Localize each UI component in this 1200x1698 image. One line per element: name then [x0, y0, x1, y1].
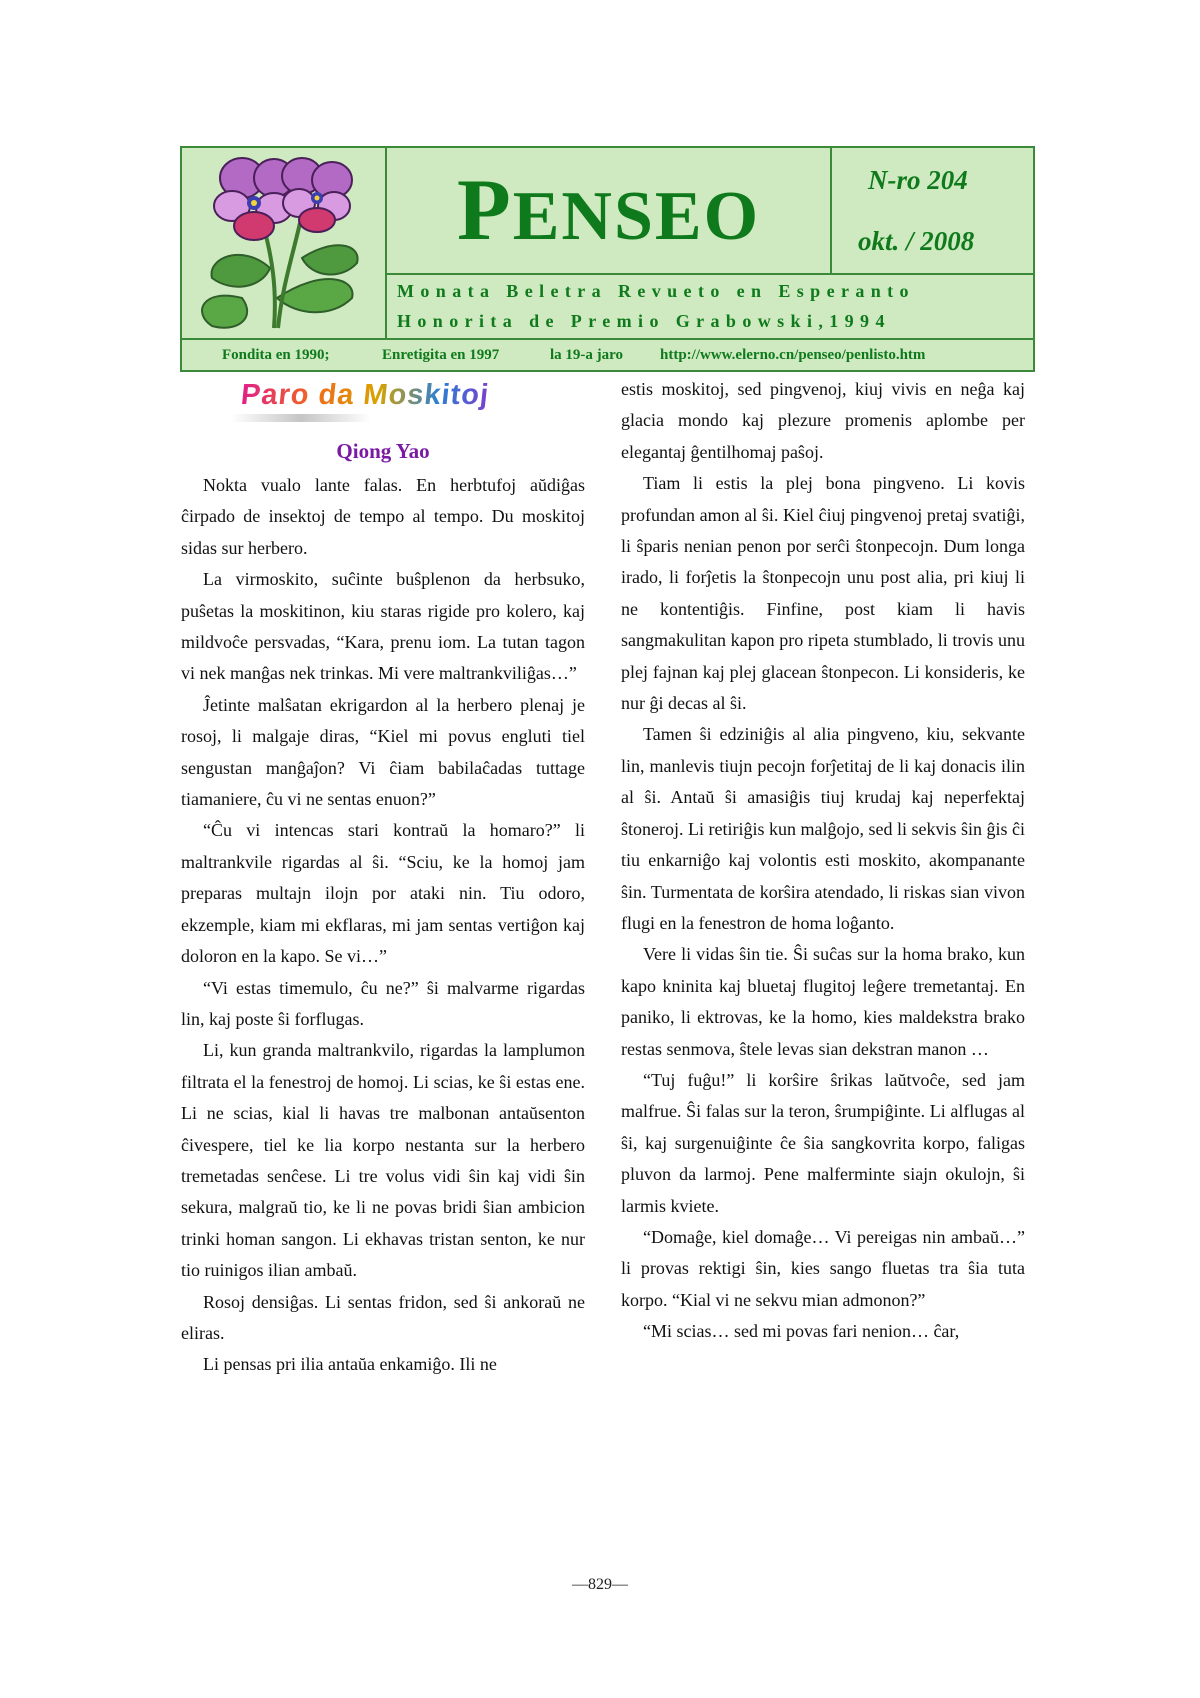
paragraph: Li pensas pri ilia antaŭa enkamiĝo. Ili ne	[203, 1354, 497, 1375]
paragraph: Nokta vualo lante falas. En herbtufoj aŭdiĝas ĉirpado de insektoj de tempo al tempo. Du moskitoj sidas sur herbero.	[181, 475, 585, 558]
issue-number: N-ro 204	[868, 165, 968, 195]
paragraph: Vere li vidas ŝin tie. Ŝi suĉas sur la homa brako, kun kapo kninita kaj bluetaj flugitoj leĝere tremetantaj. En paniko, li ektrovas, ke la homo, kies maldekstra brako restas senmova, ŝtele levas sian dekstran manon …	[621, 944, 1025, 1059]
paragraph: estis moskitoj, sed pingvenoj, kiuj vivis en neĝa kaj glacia mondo kaj plezure promenis aplombe per elegantaj ĝentilhomaj paŝoj.	[621, 379, 1025, 462]
paragraph: Tamen ŝi edziniĝis al alia pingveno, kiu, sekvante lin, manlevis tiujn pecojn forĵetitaj de li kaj donacis ilin al ŝi. Antaŭ ŝi amasiĝis tiuj krudaj kaj neperfektaj ŝtoneroj. Li retiriĝis kun malĝojo, sed li sekvis ŝin ĝis ĉi tiu enkarniĝo kaj volontis esti moskito, akompanante ŝin. Turmentata de korŝira atendado, li riskas sian vivon flugi en la fenestron de homa loĝanto.	[621, 724, 1025, 933]
right-column	[621, 374, 1025, 1348]
title-shadow	[231, 414, 371, 422]
year-text: la 19-a jaro	[550, 347, 624, 363]
subtitle	[387, 275, 1033, 338]
paragraph: Tiam li estis la plej bona pingveno. Li kovis profundan amon al ŝi. Kiel ĉiuj pingvenoj pretaj svatiĝi, li ŝparis nenian penon por serĉi ŝtonpecojn. Dum longa irado, li forĵetis la ŝtonpecojn unu post alia, pri kiuj li ne kontentiĝis. Finfine, post kiam li havis sangmakulitan kapon pro ripeta stumblado, li trovis unu plej fajnan kaj plej glacean ŝtonpecon. Li konsideris, ke nur ĝi decas al ŝi.	[621, 473, 1025, 714]
paragraph: “Ĉu vi intencas stari kontraŭ la homaro?” li maltrankvile rigardas al ŝi. “Sciu, ke la homoj jam preparas multajn ilojn por ataki nin. Tiu odoro, ekzemple, kiam mi ekflaras, mi jam sentas vertiĝon kaj doloron en la kapo. Se vi…”	[181, 820, 585, 967]
story-title: Paro da Moskitoj	[239, 379, 491, 411]
issue-date: okt. / 2008	[858, 226, 975, 256]
title-initial: P	[456, 161, 513, 259]
founded-text: Fondita en 1990;	[222, 347, 330, 363]
masthead	[180, 146, 1035, 372]
paragraph: “Vi estas timemulo, ĉu ne?” ŝi malvarme rigardas lin, kaj poste ŝi forflugas.	[181, 977, 585, 1029]
paragraph: “Tuj fuĝu!” li korŝire ŝrikas laŭtvoĉe, sed jam malfrue. Ŝi falas sur la teron, ŝrumpiĝinte. Li alflugas al ŝi, kaj surgenuiĝinte ĉe ŝia sangkovrita korpo, faligas pluvon da larmoj. Pene malferminte siajn okulojn, ŝi larmis kviete.	[621, 1069, 1025, 1216]
left-column	[181, 374, 585, 1381]
paragraph: “Mi scias… sed mi povas fari nenion… ĉar,	[643, 1321, 960, 1342]
pansy-flower-icon	[182, 148, 385, 336]
subtitle-line-2: Honorita de Premio Grabowski,1994	[397, 311, 891, 331]
masthead-footer	[182, 338, 1033, 370]
paragraph: Li, kun granda maltrankvilo, rigardas la lamplumon filtrata el la fenestroj de homoj. Li scias, ke ŝi estas ene. Li ne scias, kial li havas tre malbonan antaŭsenton ĉivespere, tiel ke lia korpo nestanta sur la herbero tremetadas senĉese. Li tre volus vidi ŝin kaj vidi ŝin sekura, malgraŭ tio, ke li ne povas bridi ŝian ambicion trinki homan sangon. Li ekhavas tristan senton, ke nur tio ruinigos ilian ambaŭ.	[181, 1040, 585, 1281]
page-number: —829—	[572, 1576, 628, 1593]
title-cell	[387, 148, 832, 275]
story-author: Qiong Yao	[336, 439, 430, 463]
subtitle-line-1: Monata Beletra Revueto en Esperanto	[397, 281, 915, 301]
website-link[interactable]: http://www.elerno.cn/penseo/penlisto.htm	[660, 347, 926, 363]
paragraph: La virmoskito, suĉinte buŝplenon da herbsuko, puŝetas la moskitinon, kiu staras rigide pro kolero, kaj mildvoĉe persvadas, “Kara, prenu iom. La tutan tagon vi nek manĝas nek trinkas. Mi vere maltrankviliĝas…”	[181, 569, 585, 684]
paragraph: Ĵetinte malŝatan ekrigardon al la herbero plenaj je rosoj, li malgaje diras, “Kiel mi povus engluti tiel sengustan manĝaĵon? Vi ĉiam babilaĉadas tuttage tiamaniere, ĉu vi ne sentas enuon?”	[181, 694, 585, 810]
online-text: Enretigita en 1997	[382, 347, 500, 363]
logo-cell	[182, 148, 387, 338]
issue-cell	[832, 148, 1033, 275]
title-rest: ENSEO	[512, 177, 761, 255]
story-title-block	[181, 374, 585, 432]
paragraph: “Domaĝe, kiel domaĝe… Vi pereigas nin ambaŭ…” li provas rektigi ŝin, kies sango fluetas tra ŝia tuta korpo. “Kial vi ne sekvu mian admonon?”	[621, 1226, 1025, 1310]
magazine-title	[456, 161, 761, 259]
paragraph: Rosoj densiĝas. Li sentas fridon, sed ŝi ankoraŭ ne eliras.	[181, 1291, 585, 1343]
